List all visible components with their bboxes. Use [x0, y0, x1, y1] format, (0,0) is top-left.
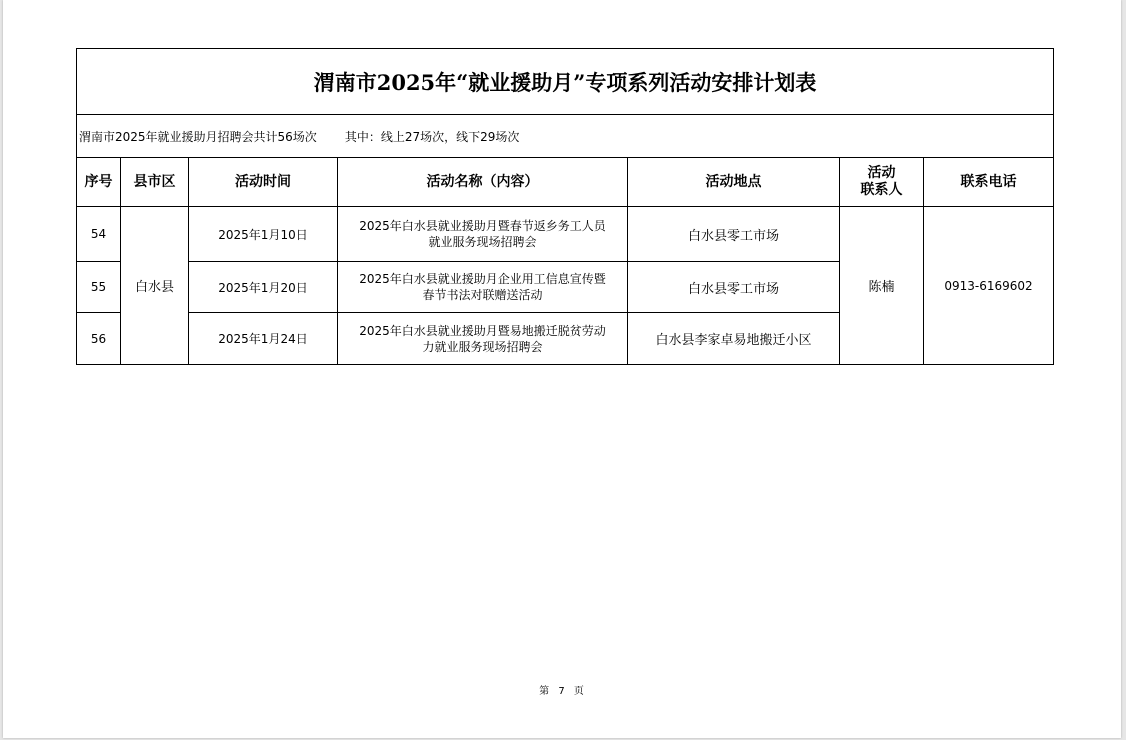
activity-schedule-table	[76, 48, 1054, 365]
row-time: 2025年1月10日	[189, 207, 338, 262]
summary-total: 渭南市2025年就业援助月招聘会共计56场次	[79, 129, 317, 144]
row-time: 2025年1月20日	[189, 262, 338, 313]
footer-suffix: 页	[573, 686, 585, 697]
document-page	[3, 0, 1121, 738]
row-time: 2025年1月24日	[189, 313, 338, 365]
row-seq: 55	[77, 262, 121, 313]
header-contact	[840, 158, 924, 207]
footer-prefix: 第	[539, 686, 551, 697]
row-activity-name-line2: 就业服务现场招聘会	[428, 235, 537, 249]
header-name: 活动名称（内容）	[338, 158, 628, 207]
header-phone: 联系电话	[924, 158, 1054, 207]
row-activity-name-line2: 春节书法对联赠送活动	[422, 288, 543, 302]
summary-breakdown: 其中：线上27场次，线下29场次	[344, 129, 520, 144]
row-location: 白水县零工市场	[628, 262, 840, 313]
row-activity-name-line1: 2025年白水县就业援助月暨易地搬迁脱贫劳动	[359, 323, 606, 338]
header-contact-line1: 活动	[867, 165, 896, 181]
row-location: 白水县零工市场	[628, 207, 840, 262]
row-activity-name-line2: 力就业服务现场招聘会	[422, 339, 543, 354]
header-time: 活动时间	[189, 158, 338, 207]
page-footer	[3, 682, 1121, 697]
header-location: 活动地点	[628, 158, 840, 207]
header-row	[77, 158, 1054, 207]
row-location: 白水县李家卓易地搬迁小区	[628, 313, 840, 365]
table-title: 渭南市2025年“就业援助月”专项系列活动安排计划表	[77, 49, 1054, 115]
county-cell: 白水县	[121, 207, 189, 365]
footer-page-number: 7	[558, 686, 566, 697]
header-county: 县市区	[121, 158, 189, 207]
summary-row	[77, 115, 1054, 158]
contact-cell: 陈楠	[840, 207, 924, 365]
row-activity-name-line1: 2025年白水县就业援助月企业用工信息宣传暨	[359, 272, 606, 286]
phone-cell: 0913-6169602	[924, 207, 1054, 365]
row-activity-name-line1: 2025年白水县就业援助月暨春节返乡务工人员	[359, 219, 606, 233]
header-contact-line2: 联系人	[860, 182, 903, 198]
row-activity-name	[338, 262, 628, 313]
row-seq: 56	[77, 313, 121, 365]
table-row	[77, 207, 1054, 262]
row-activity-name	[338, 313, 628, 365]
row-seq: 54	[77, 207, 121, 262]
row-activity-name	[338, 207, 628, 262]
header-seq: 序号	[77, 158, 121, 207]
